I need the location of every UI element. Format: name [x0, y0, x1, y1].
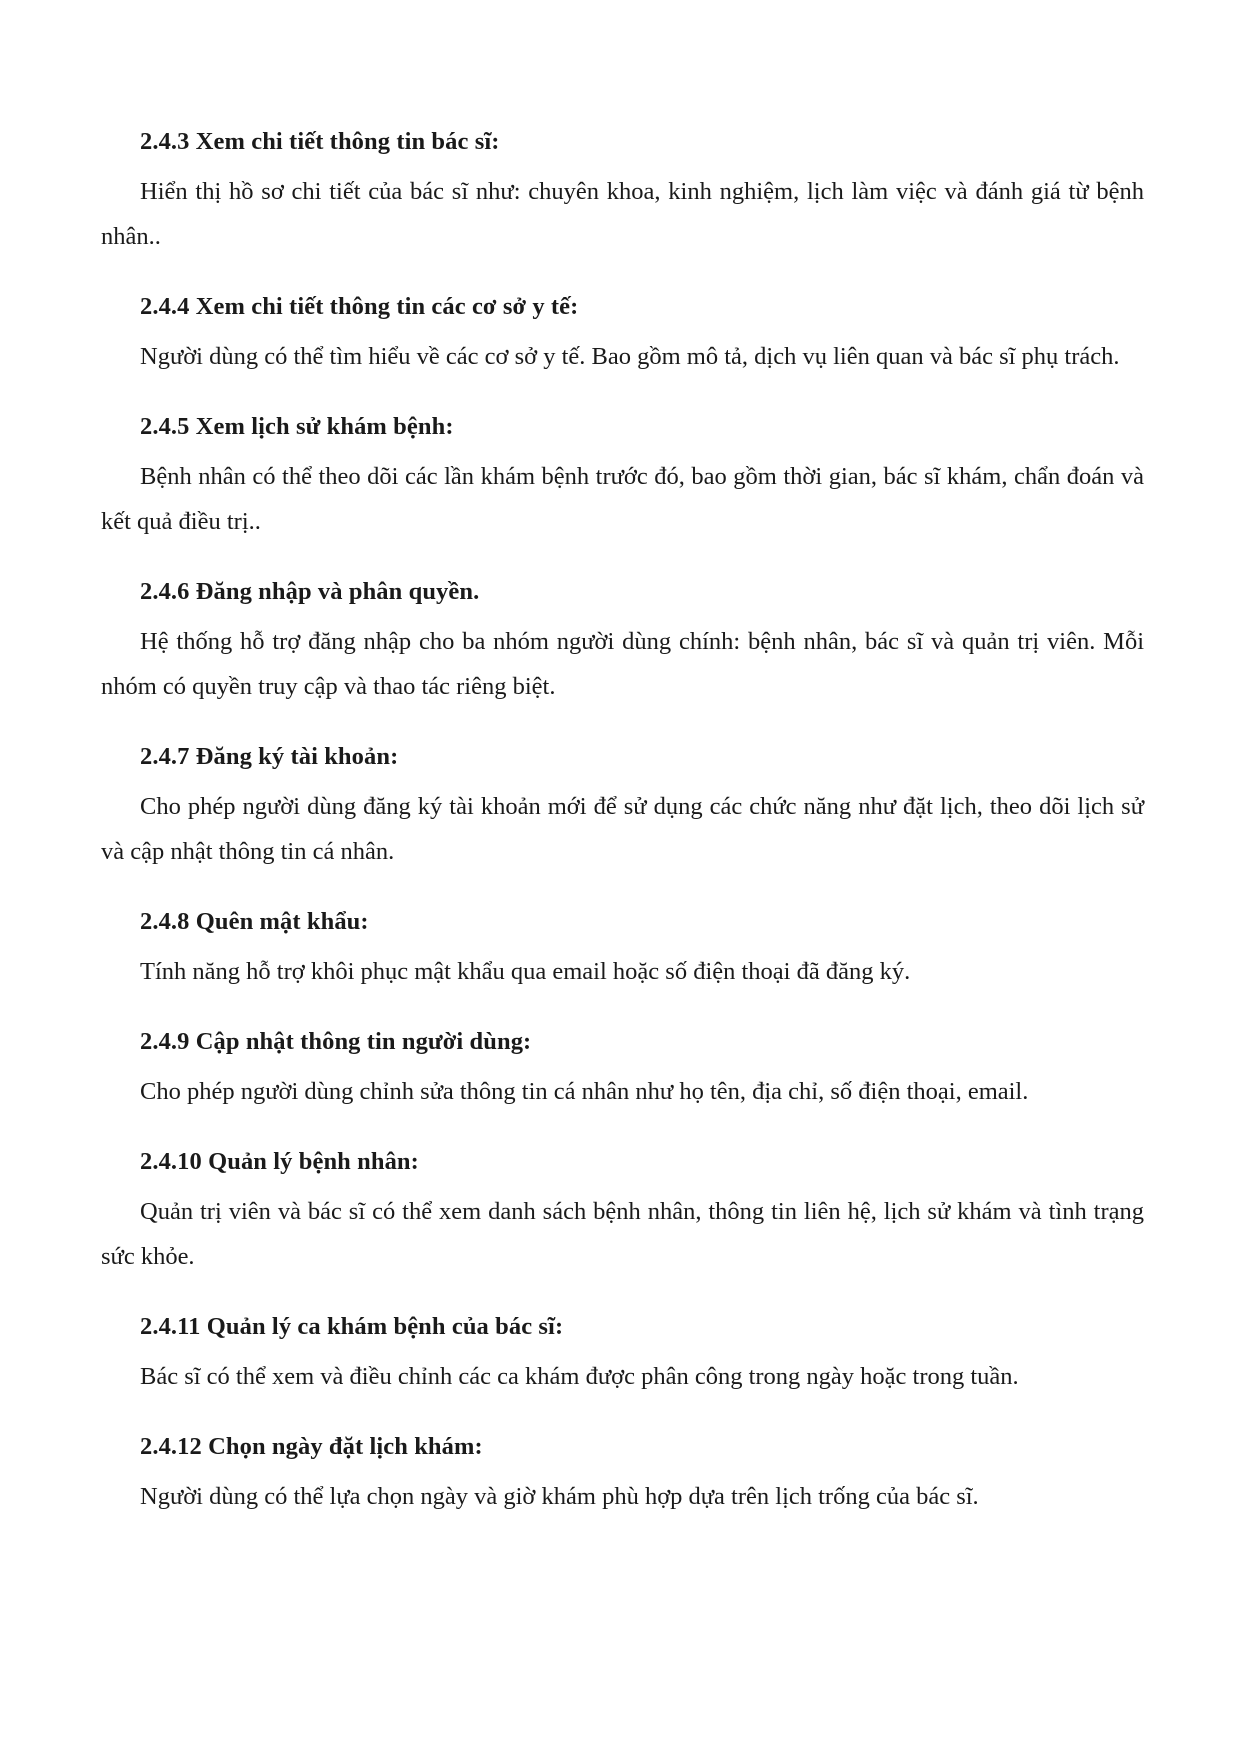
section-2-4-10	[101, 1140, 1144, 1279]
section-2-4-7	[101, 735, 1144, 874]
section-2-4-12	[101, 1425, 1144, 1519]
section-2-4-9	[101, 1020, 1144, 1114]
section-2-4-8	[101, 900, 1144, 994]
section-paragraph: Cho phép người dùng đăng ký tài khoản mới để sử dụng các chức năng như đặt lịch, theo dõi lịch sử và cập nhật thông tin cá nhân.	[101, 793, 1144, 865]
section-paragraph: Hiển thị hồ sơ chi tiết của bác sĩ như: chuyên khoa, kinh nghiệm, lịch làm việc và đánh giá từ bệnh nhân..	[101, 178, 1144, 250]
section-paragraph: Bác sĩ có thể xem và điều chỉnh các ca khám được phân công trong ngày hoặc trong tuần.	[140, 1363, 1019, 1390]
section-heading: 2.4.9 Cập nhật thông tin người dùng:	[140, 1028, 532, 1055]
section-heading: 2.4.8 Quên mật khẩu:	[140, 908, 369, 935]
section-paragraph: Hệ thống hỗ trợ đăng nhập cho ba nhóm người dùng chính: bệnh nhân, bác sĩ và quản trị viên. Mỗi nhóm có quyền truy cập và thao tác riêng biệt.	[101, 628, 1144, 700]
section-heading: 2.4.12 Chọn ngày đặt lịch khám:	[140, 1433, 483, 1460]
section-paragraph: Tính năng hỗ trợ khôi phục mật khẩu qua email hoặc số điện thoại đã đăng ký.	[140, 958, 911, 985]
section-paragraph: Người dùng có thể tìm hiểu về các cơ sở y tế. Bao gồm mô tả, dịch vụ liên quan và bác sĩ phụ trách.	[140, 343, 1120, 370]
section-paragraph: Người dùng có thể lựa chọn ngày và giờ khám phù hợp dựa trên lịch trống của bác sĩ.	[140, 1483, 979, 1510]
section-paragraph: Quản trị viên và bác sĩ có thể xem danh sách bệnh nhân, thông tin liên hệ, lịch sử khám và tình trạng sức khỏe.	[101, 1198, 1144, 1270]
document-body	[101, 120, 1144, 1545]
section-2-4-6	[101, 570, 1144, 709]
section-heading: 2.4.5 Xem lịch sử khám bệnh:	[140, 413, 454, 440]
section-heading: 2.4.10 Quản lý bệnh nhân:	[140, 1148, 419, 1175]
section-2-4-3	[101, 120, 1144, 259]
section-paragraph: Cho phép người dùng chỉnh sửa thông tin cá nhân như họ tên, địa chỉ, số điện thoại, email.	[140, 1078, 1029, 1105]
section-heading: 2.4.6 Đăng nhập và phân quyền.	[140, 578, 480, 605]
section-paragraph: Bệnh nhân có thể theo dõi các lần khám bệnh trước đó, bao gồm thời gian, bác sĩ khám, chẩn đoán và kết quả điều trị..	[101, 463, 1144, 535]
section-2-4-5	[101, 405, 1144, 544]
section-heading: 2.4.11 Quản lý ca khám bệnh của bác sĩ:	[140, 1313, 564, 1340]
section-2-4-4	[101, 285, 1144, 379]
section-2-4-11	[101, 1305, 1144, 1399]
section-heading: 2.4.3 Xem chi tiết thông tin bác sĩ:	[140, 128, 500, 155]
section-heading: 2.4.4 Xem chi tiết thông tin các cơ sở y tế:	[140, 293, 579, 320]
section-heading: 2.4.7 Đăng ký tài khoản:	[140, 743, 399, 770]
